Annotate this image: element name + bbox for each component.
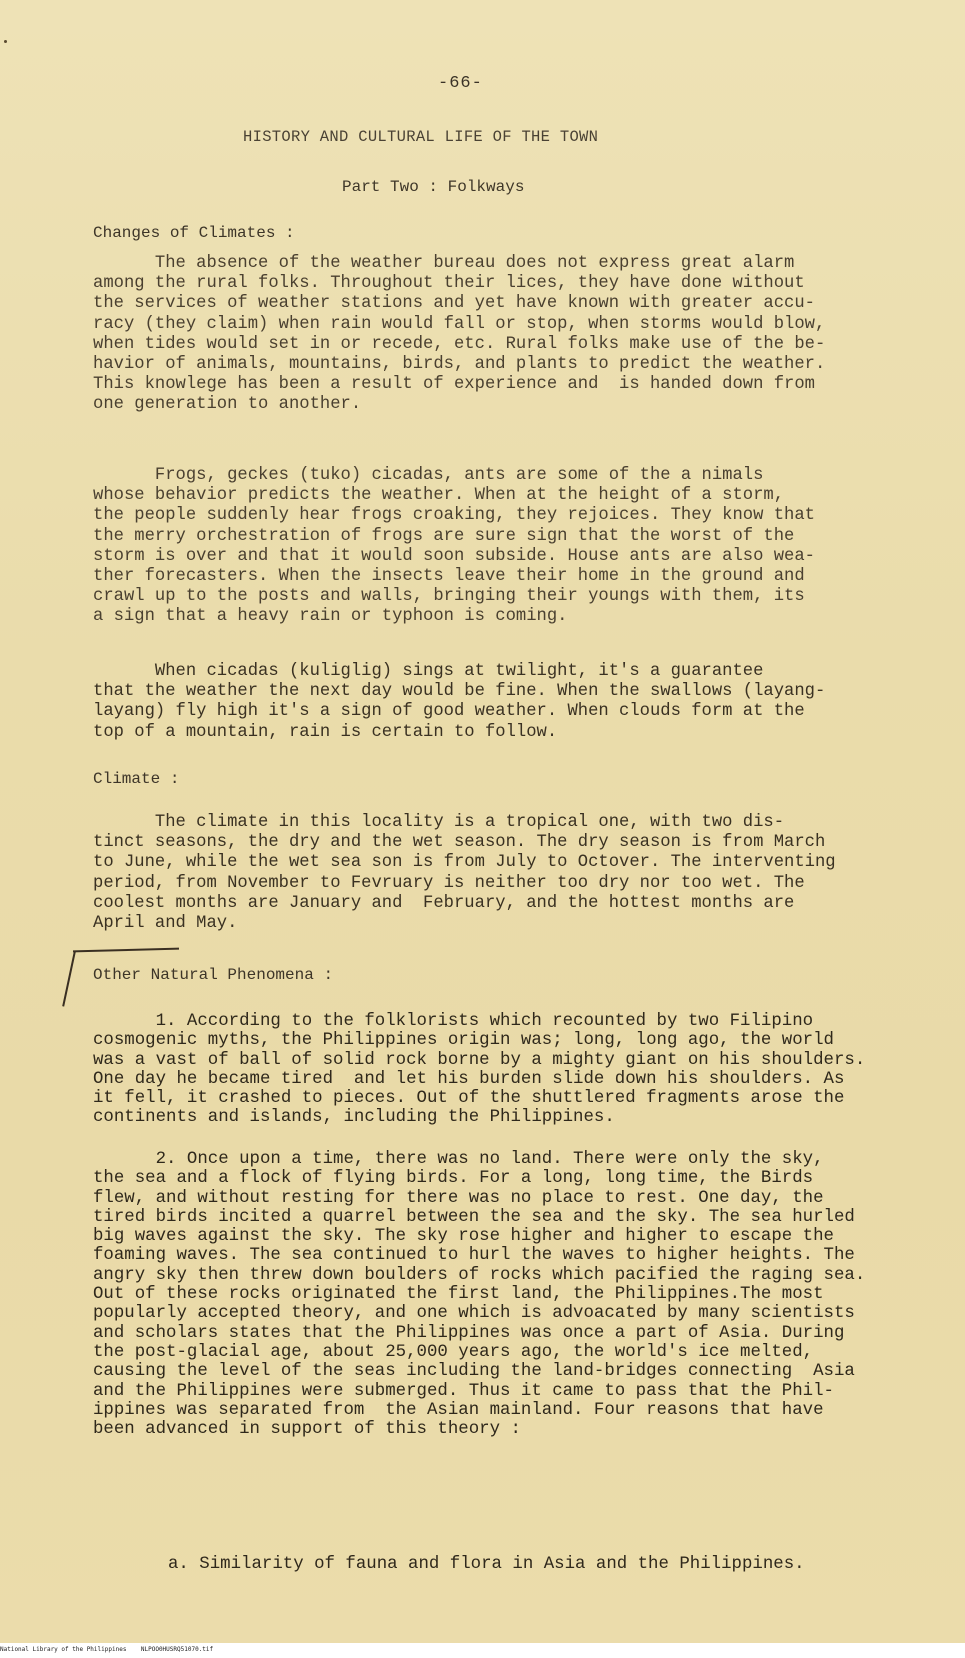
document-subtitle: Part Two : Folkways [342, 178, 525, 196]
document-title: HISTORY AND CULTURAL LIFE OF THE TOWN [243, 128, 599, 146]
paragraph-cicadas: When cicadas (kuliglig) sings at twilight, it's a guarantee that the weather the next day would be fine. When the swallows (layang- layang) fly high it's a sign of good weather. When clouds form at the top of a mountain, rain is certain to follow. [93, 662, 826, 742]
heading-changes-of-climates: Changes of Climates : [93, 224, 295, 242]
scan-footer: National Library of the Philippines NLPOO0HUSRQ51070.tif [0, 1646, 214, 1653]
paragraph-climate: The climate in this locality is a tropical one, with two dis- tinct seasons, the dry and the wet season. The dry season is from March to June, while the wet sea son is from July to Octover. The interventing period, from November to Fevruary is neither too dry nor too wet. The coolest months are January and February, and the hottest months are April and May. [93, 813, 836, 934]
paper-speck [4, 40, 7, 43]
list-item-a: a. Similarity of fauna and flora in Asia and the Philippines. [168, 1555, 805, 1574]
heading-climate: Climate : [93, 770, 180, 788]
paragraph-frogs-geckos: Frogs, geckes (tuko) cicadas, ants are some of the a nimals whose behavior predicts the weather. When at the height of a storm, the people suddenly hear frogs croaking, they rejoices. They know that the merry orchestration of frogs are sure sign that the worst of the storm is over and that it would soon subside. House ants are also wea- ther forecasters. When the insects leave their home in the ground and crawl up to the posts and walls, bringing their youngs with them, its a sign that a heavy rain or typhoon is coming. [93, 466, 815, 627]
pen-stroke-vertical [62, 951, 76, 1006]
heading-other-natural-phenomena: Other Natural Phenomena : [93, 966, 334, 984]
paragraph-birds-myth: 2. Once upon a time, there was no land. There were only the sky, the sea and a flock of flying birds. For a long, long time, the Birds flew, and without resting for there was no place to rest. One day, the tired birds incited a quarrel between the sea and the sky. The sea hurled big waves against the sky. The sky rose higher and higher to escape the foaming waves. The sea continued to hurl the waves to higher heights. The angry sky then threw down boulders of rocks which pacified the raging sea. Out of these rocks originated the first land, the Philippines.The most popularly accepted theory, and one which is advoacated by many scientists and scholars states that the Philippines was once a part of Asia. During the post-glacial age, about 25,000 years ago, the world's ice melted, causing the level of the seas including the land-bridges connecting Asia and the Philippines were submerged. Thus it came to pass that the Phil- ippines was separated from the Asian mainland. Four reasons that have been advanced in support of this theory : [93, 1150, 866, 1440]
paragraph-weather-bureau: The absence of the weather bureau does not express great alarm among the rural folks. Throughout their lices, they have done without the services of weather stations and yet have known with greater accu- racy (they claim) when rain would fall or stop, when storms would blow, when tides would set in or recede, etc. Rural folks make use of the be- havior of animals, mountains, birds, and plants to predict the weather. This knowlege has been a result of experience and is handed down from one generation to another. [93, 254, 826, 415]
pen-stroke-horizontal [73, 948, 179, 953]
paragraph-cosmogenic-myth: 1. According to the folklorists which recounted by two Filipino cosmogenic myths, the Philippines origin was; long, long ago, the world was a vast of ball of solid rock borne by a mighty giant on his shoulders. One day he became tired and let his burden slide down his shoulders. As it fell, it crashed to pieces. Out of the shuttlered fragments arose the continents and islands, including the Philippines. [93, 1012, 866, 1128]
page-number: -66- [438, 74, 483, 93]
